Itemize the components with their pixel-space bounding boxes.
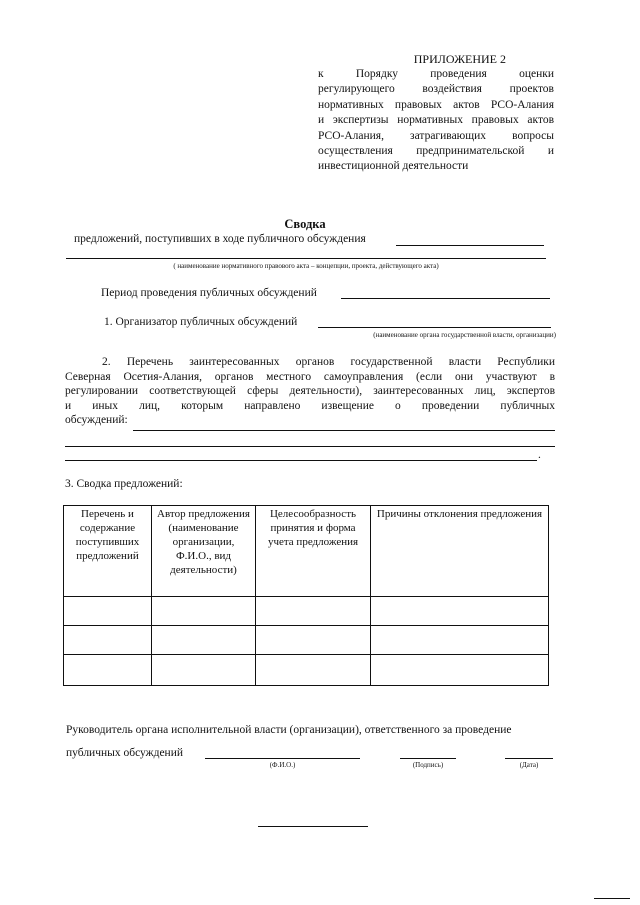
item2-extra-line[interactable] (65, 446, 555, 447)
proposals-table (63, 505, 549, 686)
table-header-cell: Целесообразность принятия и форма учета предложения (256, 506, 371, 597)
table-cell[interactable] (256, 655, 371, 686)
table-row (64, 597, 549, 626)
signature-caption: (Подпись) (412, 761, 444, 769)
appendix-line: нормативных правовых актов РСО-Алания (318, 98, 554, 111)
act-caption: ( наименование нормативного правового акта – концепции, проекта, действующего акта) (173, 262, 439, 270)
item2-line: 2. Перечень заинтересованных органов государственной власти Республики (102, 356, 555, 368)
appendix-block (318, 52, 554, 175)
section3-label: 3. Сводка предложений: (65, 478, 183, 490)
date-caption: (Дата) (519, 761, 539, 769)
item2-line: Северная Осетия-Алания, органов местного самоуправления (если они участвуют в (65, 370, 555, 383)
organizer-caption: (наименование органа государственной власти, организации) (373, 331, 556, 339)
item2-line: регулировании соответствующей сферы деятельности), заинтересованных лиц, экспертов (65, 385, 555, 398)
item2-line: и иных лиц, которым направлено извещение о проведении публичных (65, 399, 555, 412)
organizer-fill-line[interactable] (318, 327, 551, 328)
table-cell[interactable] (256, 597, 371, 626)
appendix-title: ПРИЛОЖЕНИЕ 2 (413, 52, 506, 66)
organizer-label: 1. Организатор публичных обсуждений (104, 316, 298, 328)
table-cell[interactable] (152, 626, 256, 655)
appendix-line: РСО-Алания, затрагивающих вопросы (318, 129, 554, 142)
period-label: Период проведения публичных обсуждений (101, 287, 317, 299)
item2-paragraph (65, 355, 555, 428)
fio-fill-line[interactable] (205, 758, 360, 759)
table-cell[interactable] (64, 597, 152, 626)
item2-extra-line[interactable] (65, 460, 537, 461)
table-cell[interactable] (64, 626, 152, 655)
appendix-line: инвестиционной деятельности (318, 160, 469, 173)
table-cell[interactable] (152, 597, 256, 626)
period-fill-line[interactable] (341, 298, 550, 299)
table-cell[interactable] (371, 655, 549, 686)
item2-fill-line[interactable] (133, 430, 555, 431)
table-cell[interactable] (64, 655, 152, 686)
appendix-line: регулирующего воздействия проектов (318, 83, 554, 96)
table-header-cell: Причины отклонения предложения (371, 506, 549, 597)
table-cell[interactable] (152, 655, 256, 686)
fio-caption: (Ф.И.О.) (269, 761, 296, 769)
appendix-line: к Порядку проведения оценки (318, 68, 554, 80)
table-row (64, 626, 549, 655)
appendix-line: и экспертизы нормативных правовых актов (318, 114, 554, 127)
table-header-cell: Перечень и содержание поступивших предложений (64, 506, 152, 597)
table-header-cell: Автор предложения (наименование организации, Ф.И.О., вид деятельности) (152, 506, 256, 597)
table-cell[interactable] (256, 626, 371, 655)
item2-last-line: обсуждений: (65, 414, 128, 427)
signature-fill-line[interactable] (400, 758, 456, 759)
item2-end-dot: . (538, 449, 541, 461)
table-header-row (64, 506, 549, 597)
public-discussion-label: публичных обсуждений (66, 747, 184, 759)
date-fill-line[interactable] (505, 758, 553, 759)
subtitle-fill-line[interactable] (396, 245, 544, 246)
summary-subtitle: предложений, поступивших в ходе публичного обсуждения (74, 233, 366, 245)
table-row (64, 655, 549, 686)
summary-title: Сводка (284, 217, 326, 231)
appendix-line: осуществления предпринимательской и (318, 145, 554, 158)
corner-divider (594, 898, 630, 899)
act-name-line[interactable] (66, 258, 546, 259)
bottom-divider (258, 826, 368, 827)
head-label: Руководитель органа исполнительной власти (организации), ответственного за проведение (66, 724, 512, 736)
table-cell[interactable] (371, 626, 549, 655)
table-cell[interactable] (371, 597, 549, 626)
